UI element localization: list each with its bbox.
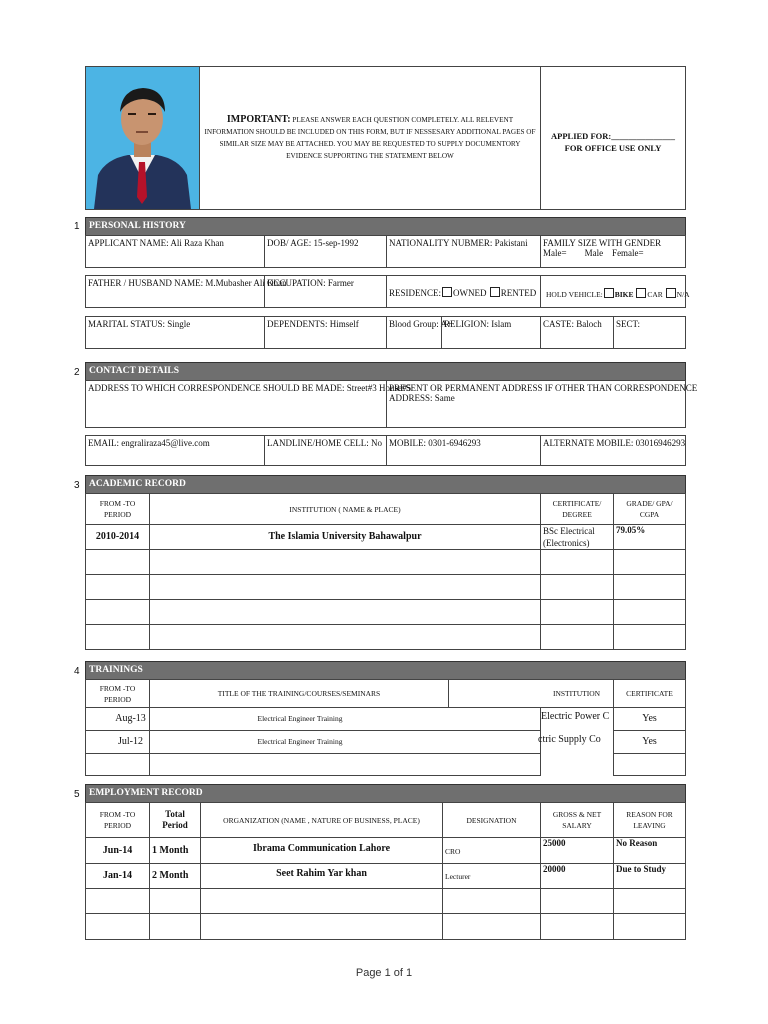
applicant-name-field: APPLICANT NAME: Ali Raza Khan	[85, 235, 265, 268]
rented-checkbox[interactable]	[490, 287, 500, 297]
employment-total	[149, 888, 201, 914]
residence-label: RESIDENCE:	[389, 288, 442, 298]
academic-institution	[149, 549, 541, 575]
employment-salary: 20000	[540, 863, 614, 889]
employment-organization	[200, 913, 443, 940]
training-title	[149, 753, 541, 776]
rented-label: RENTED	[500, 288, 537, 298]
blood-group-field: Blood Group: A+	[386, 316, 442, 349]
nationality-field: NATIONALITY NUBMER: Pakistani	[386, 235, 541, 268]
important-text: PLEASE ANSWER EACH QUESTION COMPLETELY. ALL RELEVENT INFORMATION SHOULD BE INCLUDED ON THIS FORM, BUT IF NESSESARY ADDITIONAL PAGES OF SIMILAR SIZE MAY BE ATTACHED. YOU MAY BE REQUESTED TO SUPPLY DOCUMENTORY EVIDENCE SUPPORTING THE STATEMENT BELOW	[204, 116, 536, 160]
employment-total: 2 Month	[149, 863, 201, 889]
marital-status-field: MARITAL STATUS: Single	[85, 316, 265, 349]
bike-label: BIKE	[614, 290, 634, 299]
family-size-label: FAMILY SIZE WITH GENDER	[543, 238, 662, 248]
section-header-employment: EMPLOYMENT RECORD	[85, 784, 686, 803]
academic-grade	[613, 549, 686, 575]
present-address-label: PRESENT OR PERMANENT ADDRESS IF OTHER THAN CORRESPONDENCE	[389, 383, 698, 393]
bike-checkbox[interactable]	[604, 288, 614, 298]
employment-reason	[613, 913, 686, 940]
owned-checkbox[interactable]	[442, 287, 452, 297]
present-address-value: ADDRESS: Same	[389, 393, 455, 403]
landline-field: LANDLINE/HOME CELL: No	[264, 435, 387, 466]
training-period: Aug-13	[85, 707, 150, 731]
academic-degree: BSc Electrical (Electronics)	[540, 524, 614, 550]
academic-grade: 79.05%	[613, 524, 686, 550]
dependents-field: DEPENDENTS: Himself	[264, 316, 387, 349]
section-number: 1	[74, 221, 80, 232]
family-size-field	[540, 235, 686, 268]
section-number: 4	[74, 666, 80, 677]
employment-reason	[613, 888, 686, 914]
training-header-institution: INSTITUTION	[448, 679, 614, 708]
employment-salary	[540, 913, 614, 940]
academic-grade	[613, 624, 686, 650]
training-title: Electrical Engineer Training	[149, 707, 541, 731]
employment-salary: 25000	[540, 837, 614, 864]
academic-grade	[613, 574, 686, 600]
caste-field: CASTE: Baloch	[540, 316, 614, 349]
training-header-title: TITLE OF THE TRAINING/COURSES/SEMINARS	[149, 679, 449, 708]
employment-total	[149, 913, 201, 940]
applicant-photo	[86, 67, 199, 209]
section-header-trainings: TRAININGS	[85, 661, 686, 680]
employment-reason: Due to Study	[613, 863, 686, 889]
employment-period: Jun-14	[85, 837, 150, 864]
employment-organization: Seet Rahim Yar khan	[200, 863, 443, 889]
dob-field: DOB/ AGE: 15-sep-1992	[264, 235, 387, 268]
present-address-field	[386, 380, 698, 428]
applied-for: APPLIED FOR:_______________	[551, 131, 675, 141]
academic-degree	[540, 574, 614, 600]
family-gender: Male= Male Female=	[543, 248, 644, 258]
car-label: CAR	[647, 290, 663, 299]
employment-organization: Ibrama Communication Lahore	[200, 837, 443, 864]
employment-total: 1 Month	[149, 837, 201, 864]
employment-designation	[442, 913, 541, 940]
academic-institution: The Islamia University Bahawalpur	[149, 524, 541, 550]
hold-vehicle-label: HOLD VEHICLE:	[546, 290, 603, 299]
academic-period: 2010-2014	[85, 524, 150, 550]
training-title: Electrical Engineer Training	[149, 730, 541, 754]
training-period: Jul-12	[85, 730, 150, 754]
mobile-field: MOBILE: 0301-6946293	[386, 435, 541, 466]
na-label: N/A	[676, 290, 690, 299]
training-institution: Electric Power C	[541, 711, 610, 722]
email-field: EMAIL: engraliraza45@live.com	[85, 435, 265, 466]
employment-period	[85, 888, 150, 914]
employment-designation	[442, 888, 541, 914]
training-institution: ctric Supply Co	[538, 734, 601, 745]
owned-label: OWNED	[453, 288, 487, 298]
employment-header-period: FROM -TO PERIOD	[85, 802, 150, 838]
academic-header-period: FROM -TO PERIOD	[85, 493, 150, 525]
sect-field: SECT:	[613, 316, 686, 349]
academic-degree	[540, 549, 614, 575]
training-certificate: Yes	[613, 730, 686, 754]
section-number: 5	[74, 789, 80, 800]
training-certificate	[613, 753, 686, 776]
academic-period	[85, 624, 150, 650]
important-notice	[204, 114, 536, 162]
employment-header-organization: ORGANIZATION (NAME , NATURE OF BUSINESS, PLACE)	[200, 802, 443, 838]
academic-institution	[149, 574, 541, 600]
correspondence-address-field: ADDRESS TO WHICH CORRESPONDENCE SHOULD BE MADE: Street#3 House#5	[85, 380, 387, 428]
employment-organization	[200, 888, 443, 914]
car-checkbox[interactable]	[636, 288, 646, 298]
section-header-academic: ACADEMIC RECORD	[85, 475, 686, 494]
academic-institution	[149, 624, 541, 650]
academic-degree	[540, 599, 614, 625]
employment-designation: Lecturer	[442, 863, 541, 889]
residence-field	[386, 275, 541, 308]
academic-period	[85, 599, 150, 625]
academic-period	[85, 574, 150, 600]
section-header-personal: PERSONAL HISTORY	[85, 217, 686, 236]
academic-period	[85, 549, 150, 575]
employment-header-reason: REASON FOR LEAVING	[613, 802, 686, 838]
employment-designation: CRO	[442, 837, 541, 864]
employment-salary	[540, 888, 614, 914]
section-header-contact: CONTACT DETAILS	[85, 362, 686, 381]
hold-vehicle-field	[540, 275, 690, 308]
academic-header-degree: CERTIFICATE/ DEGREE	[540, 493, 614, 525]
section-number: 2	[74, 367, 80, 378]
training-header-period: FROM -TO PERIOD	[85, 679, 150, 708]
section-number: 3	[74, 480, 80, 491]
employment-period	[85, 913, 150, 940]
academic-degree	[540, 624, 614, 650]
academic-header-grade: GRADE/ GPA/ CGPA	[613, 493, 686, 525]
training-certificate: Yes	[613, 707, 686, 731]
employment-header-salary: GROSS & NET SALARY	[540, 802, 614, 838]
academic-grade	[613, 599, 686, 625]
religion-field: RELIGION: Islam	[441, 316, 541, 349]
training-header-certificate: CERTIFICATE	[613, 679, 686, 708]
important-label: IMPORTANT:	[226, 114, 291, 125]
academic-institution	[149, 599, 541, 625]
employment-reason: No Reason	[613, 837, 686, 864]
office-use-label: FOR OFFICE USE ONLY	[564, 143, 662, 153]
page-number: Page 1 of 1	[355, 967, 413, 979]
person-photo-icon	[86, 67, 199, 209]
na-checkbox[interactable]	[666, 288, 676, 298]
academic-header-institution: INSTITUTION ( NAME & PLACE)	[149, 493, 541, 525]
father-name-field: FATHER / HUSBAND NAME: M.Mubasher Ali Khan	[85, 275, 265, 308]
employment-period: Jan-14	[85, 863, 150, 889]
employment-header-designation: DESIGNATION	[442, 802, 541, 838]
employment-header-total: Total Period	[149, 802, 201, 838]
training-period	[85, 753, 150, 776]
alternate-mobile-field: ALTERNATE MOBILE: 03016946293	[540, 435, 686, 466]
occupation-field: OCCUPATION: Farmer	[264, 275, 387, 308]
